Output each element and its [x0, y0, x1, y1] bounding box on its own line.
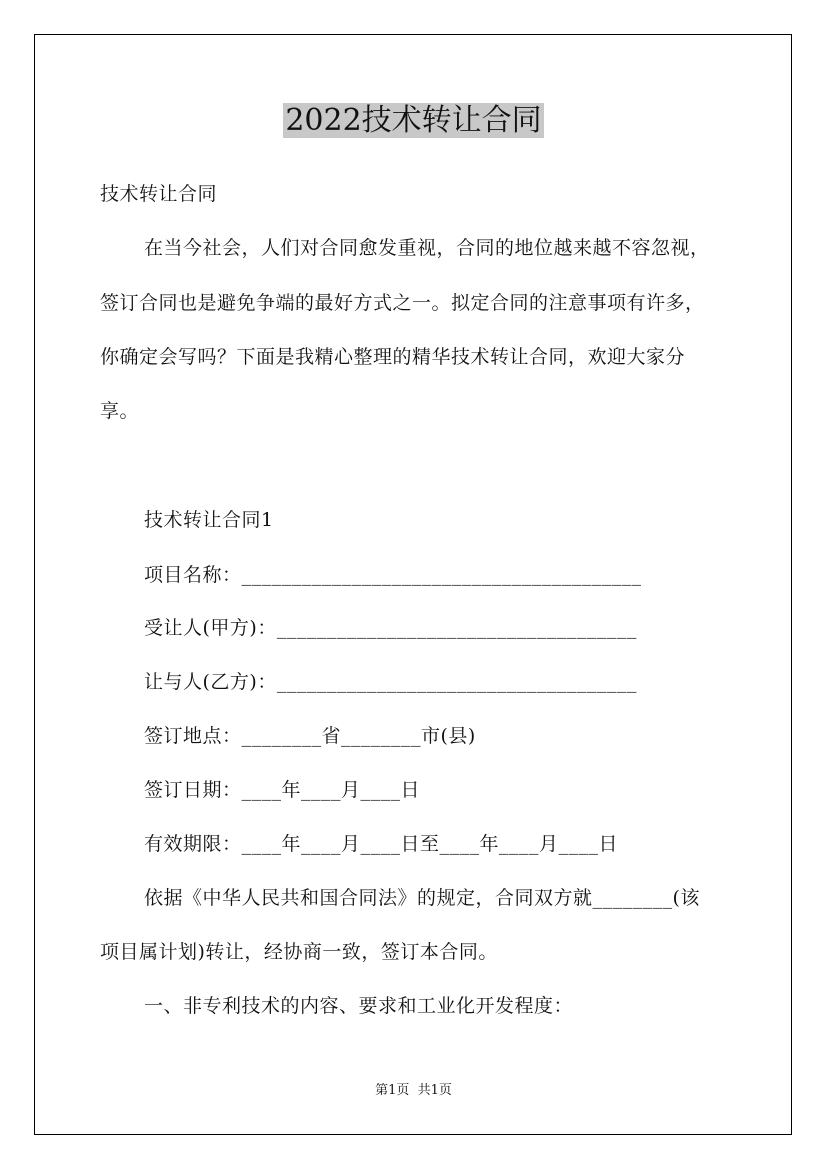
- intro-paragraph-line-3: 你确定会写吗？下面是我精心整理的精华技术转让合同，欢迎大家分: [100, 346, 686, 368]
- field-transferor: 让与人(乙方)：____________________________________: [144, 671, 637, 693]
- field-validity-period: 有效期限：____年____月____日至____年____月____日: [144, 833, 619, 855]
- intro-paragraph-line-4: 享。: [100, 400, 140, 422]
- document-subtitle: 技术转让合同: [100, 183, 218, 205]
- basis-paragraph-line-1: 依据《中华人民共和国合同法》的规定，合同双方就________(该: [144, 887, 700, 909]
- field-project-name: 项目名称：________________________________________: [144, 564, 642, 586]
- field-signing-date: 签订日期：____年____月____日: [144, 779, 421, 801]
- clause-one-heading: 一、非专利技术的内容、要求和工业化开发程度：: [144, 995, 574, 1017]
- field-transferee: 受让人(甲方)：____________________________________: [144, 617, 637, 639]
- document-title-text: 2022技术转让合同: [285, 103, 542, 138]
- intro-paragraph-line-1: 在当今社会，人们对合同愈发重视，合同的地位越来越不容忽视，: [144, 237, 710, 259]
- intro-paragraph-line-2: 签订合同也是避免争端的最好方式之一。拟定合同的注意事项有许多，: [100, 292, 705, 314]
- page-footer: 第1页 共1页: [375, 1083, 452, 1098]
- field-signing-place: 签订地点：________省________市(县): [144, 725, 476, 747]
- section-heading: 技术转让合同1: [144, 509, 274, 531]
- document-title: [0, 100, 827, 142]
- basis-paragraph-line-2: 项目属计划)转让，经协商一致，签订本合同。: [100, 941, 498, 963]
